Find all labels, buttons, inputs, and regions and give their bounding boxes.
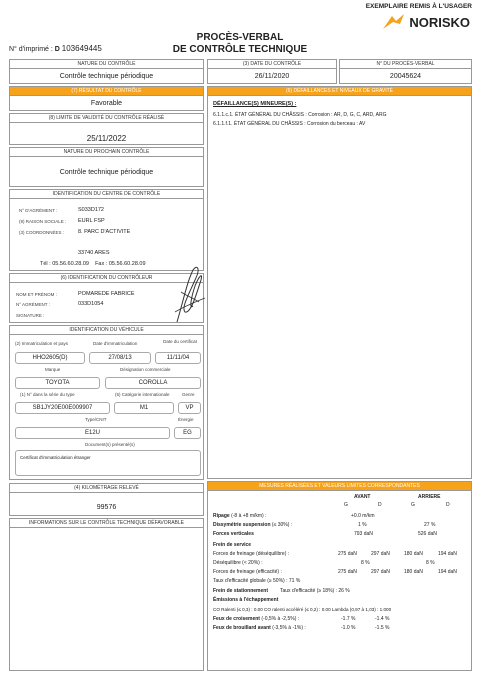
energy-value: EG bbox=[174, 427, 201, 439]
model-value: COROLLA bbox=[105, 377, 201, 389]
controller-agreement-label: N° AGRÉMENT : bbox=[16, 302, 50, 307]
prev-info-box bbox=[9, 518, 204, 671]
model-label: Désignation commerciale bbox=[120, 367, 171, 372]
date-value: 26/11/2020 bbox=[254, 73, 290, 80]
brake-unbal-3: 180 daN bbox=[404, 551, 423, 557]
fog-row: Feux de croisement (-0,5% à -2,5%) : bbox=[213, 616, 300, 622]
first-reg-label: Date d'immatriculation bbox=[93, 341, 138, 346]
brake-eff-label: Forces de freinage (efficacité) : bbox=[213, 569, 282, 575]
center-city: 33740 ARES bbox=[78, 250, 110, 256]
signature-label: SIGNATURE : bbox=[16, 313, 45, 318]
forces-front: 793 daN bbox=[354, 531, 373, 537]
controller-name-label: NOM ET PRÉNOM : bbox=[16, 292, 57, 297]
fax-label: Fax : bbox=[95, 261, 108, 267]
defects-section: DÉFAILLANCE(S) MINEURE(S) : bbox=[213, 101, 297, 107]
fog-rear: -1.4 % bbox=[375, 616, 390, 622]
defect-item: 6.1.1.f.1. ÉTAT GÉNÉRAL DU CHÂSSIS : Corrosion du berceau : AV bbox=[213, 121, 366, 127]
reg-label: (2) Immatriculation et pays bbox=[15, 341, 69, 346]
cert-value: 11/11/04 bbox=[155, 352, 201, 364]
prev-info-header: INFORMATIONS SUR LE CONTRÔLE TECHNIQUE DÉFAVORABLE bbox=[10, 519, 203, 528]
print-letter: D bbox=[54, 46, 60, 53]
co-values: CO Ralenti (≤ 0,3) : 0.00 CO ralenti accéléré (≤ 0,2) : 0.00 Lambda (0,97 à 1,03) : 1.000 bbox=[213, 607, 392, 612]
col-d-front: D bbox=[378, 502, 382, 508]
reg-value: HHO2605(D) bbox=[15, 352, 85, 364]
nature-box bbox=[9, 59, 204, 84]
center-company: EURL FSP bbox=[78, 218, 105, 224]
date-box bbox=[207, 59, 337, 84]
forces-label: Forces verticales bbox=[213, 531, 254, 537]
result-value: Favorable bbox=[90, 100, 123, 107]
col-g-rear: G bbox=[411, 502, 415, 508]
forces-rear: 526 daN bbox=[418, 531, 437, 537]
col-g-front: G bbox=[344, 502, 348, 508]
docs-box bbox=[15, 450, 201, 476]
validity-box bbox=[9, 113, 204, 145]
validity-value: 25/11/2022 bbox=[86, 134, 127, 143]
page-title bbox=[150, 32, 330, 56]
fax-value: 05.56.60.28.09 bbox=[108, 261, 146, 267]
docs-value: Certificat d'immatriculation étranger bbox=[20, 455, 91, 460]
category-label: (5) Catégorie internationale bbox=[115, 392, 170, 397]
controller-header: (6) IDENTIFICATION DU CONTRÔLEUR bbox=[10, 274, 203, 283]
next-control-box bbox=[9, 147, 204, 187]
unbal-label: Déséquilibre (< 20%) : bbox=[213, 560, 263, 566]
susp-row: Dissymétrie suspension (≤ 30%) : bbox=[213, 522, 293, 528]
pv-value: 20045624 bbox=[389, 73, 422, 80]
fog2-rear: -1.5 % bbox=[375, 625, 390, 631]
title-line-2: DE CONTRÔLE TECHNIQUE bbox=[172, 44, 308, 55]
pv-header: N° DU PROCÈS-VERBAL bbox=[340, 60, 471, 69]
brake-unbal-2: 297 daN bbox=[371, 551, 390, 557]
center-agreement-label: N° D'AGRÉMENT : bbox=[19, 208, 58, 213]
next-control-header: NATURE DU PROCHAIN CONTRÔLE bbox=[10, 148, 203, 157]
vehicle-box bbox=[9, 325, 204, 480]
date-header: (3) DATE DU CONTRÔLE bbox=[208, 60, 336, 69]
make-label: Marque bbox=[45, 367, 61, 372]
brake-unbal-label: Forces de freinage (déséquilibre) : bbox=[213, 551, 290, 557]
defect-item: 6.1.1.c.1. ÉTAT GÉNÉRAL DU CHÂSSIS : Corrosion : AR, D, G, C, ARD, ARG bbox=[213, 112, 387, 118]
center-agreement: S033D172 bbox=[78, 207, 104, 213]
ripage-value: +0.0 m/km bbox=[351, 513, 375, 519]
controller-box bbox=[9, 273, 204, 323]
nature-header: NATURE DU CONTRÔLE bbox=[10, 60, 203, 69]
validity-header: (8) LIMITE DE VALIDITÉ DU CONTRÔLE RÉALISÉ bbox=[10, 114, 203, 123]
center-company-label: (9) RAISON SOCIALE : bbox=[19, 219, 67, 224]
fog2-row: Feux de brouillard avant (-3,5% à -1%) : bbox=[213, 625, 306, 631]
signature-image bbox=[165, 262, 210, 327]
service-label: Frein de service bbox=[213, 542, 252, 548]
rear-label: ARRIERE bbox=[418, 494, 441, 500]
genre-value: VP bbox=[178, 402, 201, 414]
mileage-value: 99576 bbox=[96, 504, 117, 511]
center-address: 8. PARC D'ACTIVITE bbox=[78, 229, 131, 235]
center-phones bbox=[40, 261, 146, 267]
controller-name: POMAREDE FABRICE bbox=[78, 291, 135, 297]
brand-name: NORISKO bbox=[409, 14, 470, 30]
print-number bbox=[9, 44, 102, 53]
defects-header: (6) DÉFAILLANCES ET NIVEAUX DE GRAVITÉ bbox=[208, 87, 471, 96]
tel-label: Tél : bbox=[40, 261, 51, 267]
next-control-value: Contrôle technique périodique bbox=[59, 169, 154, 176]
result-box bbox=[9, 86, 204, 111]
pv-box bbox=[339, 59, 472, 84]
ripage-row: Ripage (-8 à +8 m/km) : bbox=[213, 513, 267, 519]
result-header: (7) RÉSULTAT DU CONTRÔLE bbox=[10, 87, 203, 96]
docs-label: Document(s) présenté(s) bbox=[85, 442, 135, 447]
brake-eff-4: 194 daN bbox=[438, 569, 457, 575]
controller-agreement: 033D1054 bbox=[78, 301, 104, 307]
center-address-label: (3) COORDONNÉES : bbox=[19, 230, 65, 235]
vin-label: (1) N° dans la série du type bbox=[20, 392, 75, 397]
print-value: 103649445 bbox=[61, 44, 102, 53]
measures-box bbox=[207, 481, 472, 671]
parking-label: Frein de stationnement bbox=[213, 588, 269, 594]
fog2-front: -1.0 % bbox=[341, 625, 356, 631]
type-value: E12U bbox=[15, 427, 170, 439]
unbal-rear: 8 % bbox=[426, 560, 435, 566]
col-d-rear: D bbox=[446, 502, 450, 508]
defects-box bbox=[207, 86, 472, 479]
make-value: TOYOTA bbox=[15, 377, 100, 389]
brand-logo bbox=[382, 13, 470, 31]
susp-rear: 27 % bbox=[424, 522, 436, 528]
vehicle-header: IDENTIFICATION DU VÉHICULE bbox=[10, 326, 203, 335]
genre-label: Genre bbox=[182, 392, 195, 397]
eagle-icon bbox=[382, 13, 406, 31]
first-reg-value: 27/08/13 bbox=[89, 352, 151, 364]
type-label: Type/CNIT bbox=[85, 417, 107, 422]
mileage-box bbox=[9, 483, 204, 516]
susp-front: 1 % bbox=[358, 522, 367, 528]
copy-label: EXEMPLAIRE REMIS À L'USAGER bbox=[365, 3, 472, 10]
unbal-front: 8 % bbox=[361, 560, 370, 566]
brake-eff-2: 297 daN bbox=[371, 569, 390, 575]
tel-value: 05.56.60.28.09 bbox=[52, 261, 89, 267]
global-eff: Taux d'efficacité globale (≥ 50%) : 71 % bbox=[213, 578, 301, 584]
print-label: N° d'imprimé : bbox=[9, 46, 53, 53]
mileage-header: (4) KILOMÉTRAGE RELEVÉ bbox=[10, 484, 203, 493]
brake-eff-1: 275 daN bbox=[338, 569, 357, 575]
cert-label: Date du certificat bbox=[163, 339, 197, 344]
title-line-1: PROCÈS-VERBAL bbox=[196, 32, 284, 43]
center-box bbox=[9, 189, 204, 271]
parking-eff: Taux d'efficacité (≥ 18%) : 26 % bbox=[280, 588, 350, 594]
brake-unbal-4: 194 daN bbox=[438, 551, 457, 557]
category-value: M1 bbox=[114, 402, 174, 414]
front-label: AVANT bbox=[354, 494, 371, 500]
brake-unbal-1: 275 daN bbox=[338, 551, 357, 557]
measures-header: MESURES RÉALISÉES ET VALEURS LIMITES CORRESPONDANTES bbox=[208, 482, 471, 491]
vin-value: SB1JY20E00E009907 bbox=[15, 402, 110, 414]
energy-label: Énergie bbox=[178, 417, 194, 422]
exhaust-label: Émissions à l'échappement bbox=[213, 597, 279, 603]
nature-value: Contrôle technique périodique bbox=[59, 73, 154, 80]
fog-front: -1.7 % bbox=[341, 616, 356, 622]
brake-eff-3: 180 daN bbox=[404, 569, 423, 575]
center-header: IDENTIFICATION DU CENTRE DE CONTRÔLE bbox=[10, 190, 203, 199]
